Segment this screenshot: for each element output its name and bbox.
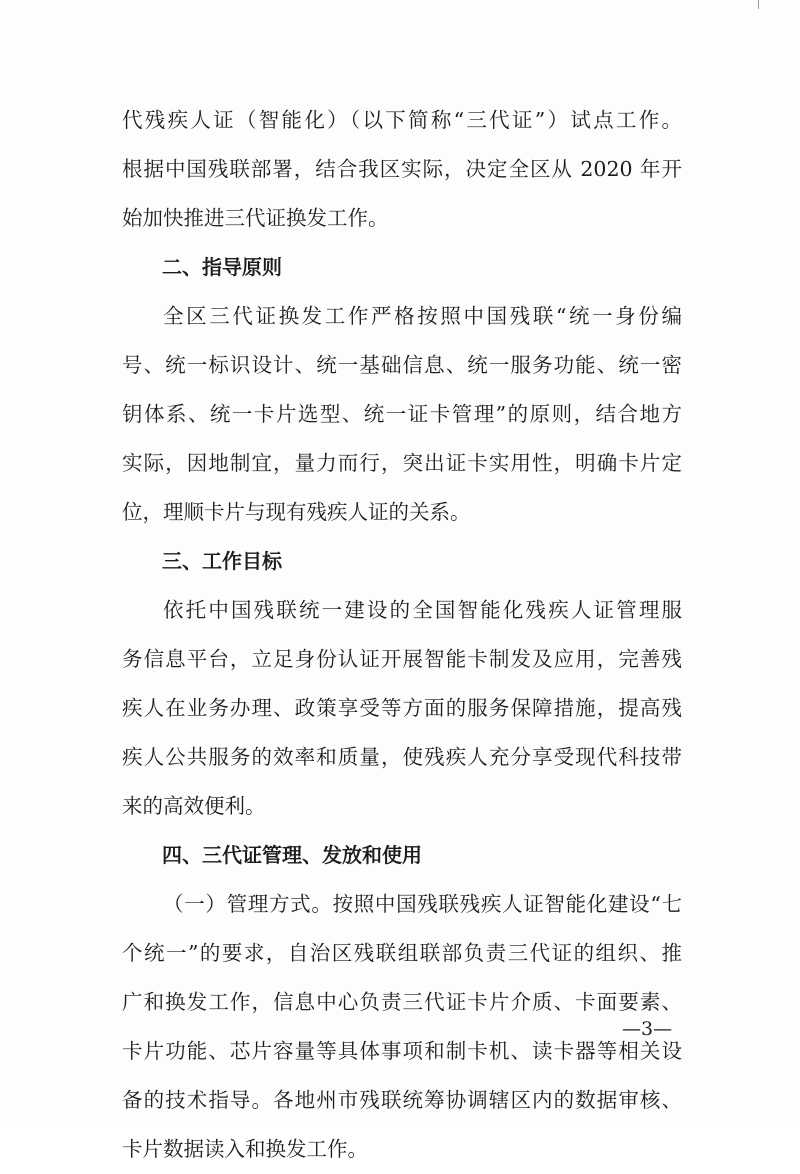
body-line: 来的高效便利。 <box>122 794 266 818</box>
body-line: 依托中国残联统一建设的全国智能化残疾人证管理服 <box>163 598 682 622</box>
body-line: 钥体系、统一卡片选型、统一证卡管理”的原则，结合地方 <box>122 402 682 426</box>
body-line: 代残疾人证（智能化）（以下简称“三代证”）试点工作。 <box>122 108 682 132</box>
body-line: 个统一”的要求，自治区残联组联部负责三代证的组织、推 <box>122 941 682 965</box>
body-line: 位，理顺卡片与现有残疾人证的关系。 <box>122 500 471 524</box>
body-line: 广和换发工作，信息中心负责三代证卡片介质、卡面要素、 <box>122 990 682 1014</box>
body-line: 备的技术指导。各地州市残联统筹协调辖区内的数据审核、 <box>122 1088 682 1112</box>
body-text: 按照中国残联残疾人证智能化建设“七 <box>332 892 683 916</box>
body-line: 卡片功能、芯片容量等具体事项和制卡机、读卡器等相关设 <box>122 1039 682 1063</box>
scan-edge-mark <box>758 0 759 9</box>
document-body <box>122 96 682 1174</box>
section-heading-guiding-principles: 二、指导原则 <box>162 255 282 279</box>
body-line: 实际，因地制宜，量力而行，突出证卡实用性，明确卡片定 <box>122 451 682 475</box>
body-line: 始加快推进三代证换发工作。 <box>122 206 389 230</box>
section-heading-management-issuance: 四、三代证管理、发放和使用 <box>162 843 422 867</box>
body-line: 务信息平台，立足身份认证开展智能卡制发及应用，完善残 <box>122 647 682 671</box>
body-line: 号、统一标识设计、统一基础信息、统一服务功能、统一密 <box>122 353 682 377</box>
page-number: —3— <box>622 1018 673 1040</box>
body-line: 疾人在业务办理、政策享受等方面的服务保障措施，提高残 <box>122 696 682 720</box>
body-line: 全区三代证换发工作严格按照中国残联“统一身份编 <box>163 304 682 328</box>
subsection-title-management-method: （一）管理方式。 <box>163 892 333 916</box>
body-line: 卡片数据读入和换发工作。 <box>122 1137 368 1161</box>
section-heading-work-goals: 三、工作目标 <box>162 549 282 573</box>
body-line: 疾人公共服务的效率和质量，使残疾人充分享受现代科技带 <box>122 745 682 769</box>
body-line: 根据中国残联部署，结合我区实际，决定全区从 2020 年开 <box>122 157 682 181</box>
body-line-with-subtitle <box>122 880 682 929</box>
